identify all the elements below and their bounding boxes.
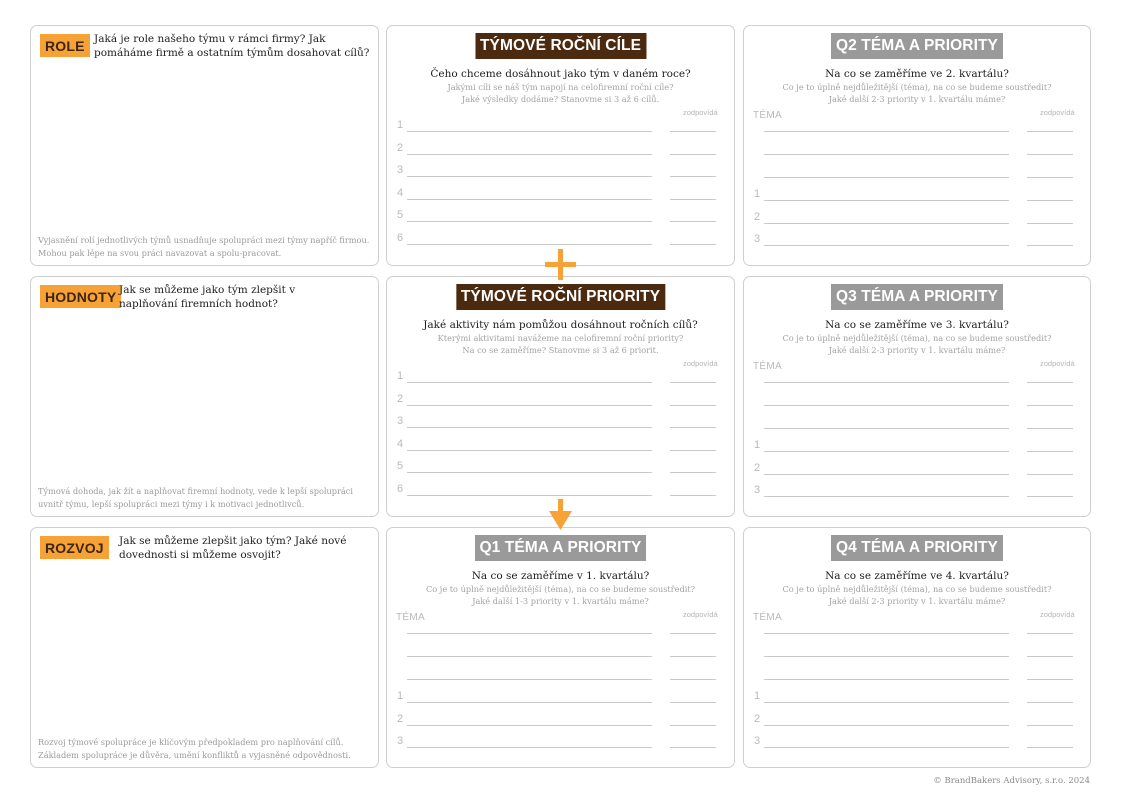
row-number: 1 [754, 690, 761, 702]
write-line[interactable] [764, 223, 1009, 224]
owner-line[interactable] [1027, 200, 1073, 201]
owner-line[interactable] [670, 725, 716, 726]
annual-goals-header: TÝMOVÉ ROČNÍ CÍLE [475, 33, 646, 59]
write-line[interactable] [407, 495, 652, 496]
role-question: Jaká je role našeho týmu v rámci firmy? Jak pomáháme firmě a ostatním týmům dosahovat cílů? [94, 33, 370, 59]
annual-priorities-card [386, 276, 735, 517]
owner-line[interactable] [1027, 405, 1073, 406]
theme-line[interactable] [407, 679, 652, 680]
owner-label: zodpovídá [1040, 359, 1075, 368]
row-number: 6 [397, 483, 404, 495]
write-line[interactable] [407, 725, 652, 726]
owner-line[interactable] [670, 199, 716, 200]
owner-line[interactable] [1027, 679, 1073, 680]
row-number: 3 [397, 415, 404, 428]
theme-line[interactable] [764, 382, 1009, 383]
development-question: Jak se můžeme zlepšit jako tým? Jaké nové dovednosti si můžeme osvojit? [119, 535, 347, 561]
owner-line[interactable] [670, 221, 716, 222]
owner-line[interactable] [670, 382, 716, 383]
write-line[interactable] [407, 221, 652, 222]
owner-line[interactable] [1027, 633, 1073, 634]
q4-card [743, 527, 1091, 768]
owner-line[interactable] [670, 747, 716, 748]
theme-line[interactable] [764, 131, 1009, 132]
write-line[interactable] [764, 747, 1009, 748]
owner-line[interactable] [1027, 656, 1073, 657]
write-line[interactable] [764, 496, 1009, 497]
owner-line[interactable] [670, 679, 716, 680]
row-number: 1 [754, 188, 761, 200]
owner-line[interactable] [670, 702, 716, 703]
owner-line[interactable] [670, 450, 716, 451]
owner-line[interactable] [670, 427, 716, 428]
row-number: 3 [397, 735, 404, 748]
write-line[interactable] [407, 154, 652, 155]
write-line[interactable] [407, 199, 652, 200]
row-number: 2 [397, 712, 404, 725]
q4-sub2: Jaké další 2-3 priority v 1. kvartálu máme? [828, 596, 1006, 606]
owner-line[interactable] [1027, 382, 1073, 383]
theme-label: TÉMA [753, 110, 782, 121]
row-number: 3 [754, 735, 761, 748]
owner-line[interactable] [1027, 474, 1073, 475]
owner-line[interactable] [670, 633, 716, 634]
write-line[interactable] [407, 450, 652, 451]
owner-line[interactable] [1027, 177, 1073, 178]
theme-line[interactable] [764, 679, 1009, 680]
write-line[interactable] [407, 472, 652, 473]
values-tag: HODNOTY [40, 285, 121, 308]
row-number: 1 [397, 690, 404, 702]
row-number: 1 [397, 370, 404, 382]
theme-line[interactable] [764, 656, 1009, 657]
owner-line[interactable] [1027, 496, 1073, 497]
row-number: 5 [397, 460, 404, 473]
development-card [30, 527, 379, 768]
annual-priorities-title: Jaké aktivity nám pomůžou dosáhnout ročních cílů? [423, 319, 698, 331]
q1-title: Na co se zaměříme v 1. kvartálu? [471, 570, 650, 582]
arrow-down-icon [549, 499, 572, 531]
write-line[interactable] [407, 702, 652, 703]
owner-line[interactable] [1027, 451, 1073, 452]
row-number: 6 [397, 232, 404, 244]
q2-header: Q2 TÉMA A PRIORITY [831, 33, 1003, 59]
q1-sub2: Jaké další 1-3 priority v 1. kvartálu máme? [472, 596, 649, 606]
q3-header: Q3 TÉMA A PRIORITY [831, 284, 1003, 310]
owner-label: zodpovídá [1040, 610, 1075, 619]
annual-priorities-sub2: Na co se zaměříme? Stanovme si 3 až 6 priorit. [462, 345, 659, 355]
owner-line[interactable] [1027, 725, 1073, 726]
row-number: 1 [397, 119, 404, 131]
q3-card [743, 276, 1091, 517]
role-card [30, 25, 379, 266]
owner-line[interactable] [1027, 131, 1073, 132]
values-note: Týmová dohoda, jak žít a naplňovat firemní hodnoty, vede k lepší spolupráci uvnitř týmu, lepší spolupráci mezi týmy i k motivaci jednotlivců. [38, 486, 354, 509]
row-number: 2 [397, 392, 404, 405]
theme-label: TÉMA [753, 612, 782, 623]
q2-title: Na co se zaměříme ve 2. kvartálu? [825, 68, 1009, 80]
theme-line[interactable] [764, 405, 1009, 406]
owner-line[interactable] [1027, 702, 1073, 703]
theme-label: TÉMA [396, 612, 425, 623]
owner-label: zodpovídá [1040, 108, 1075, 117]
owner-label: zodpovídá [683, 359, 718, 368]
q4-title: Na co se zaměříme ve 4. kvartálu? [825, 570, 1009, 582]
owner-line[interactable] [670, 154, 716, 155]
write-line[interactable] [764, 474, 1009, 475]
write-line[interactable] [764, 725, 1009, 726]
q3-sub2: Jaké další 2-3 priority v 1. kvartálu máme? [828, 345, 1006, 355]
copyright: © BrandBakers Advisory, s.r.o. 2024 [933, 776, 1090, 786]
annual-goals-sub2: Jaké výsledky dodáme? Stanovme si 3 až 6 cílů. [461, 94, 660, 104]
write-line[interactable] [407, 747, 652, 748]
row-number: 4 [397, 186, 404, 199]
row-number: 2 [754, 210, 761, 223]
write-line[interactable] [407, 176, 652, 177]
annual-goals-card [386, 25, 735, 266]
row-number: 2 [397, 141, 404, 154]
row-number: 2 [754, 712, 761, 725]
development-tag: ROZVOJ [40, 536, 109, 559]
q1-sub1: Co je to úplně nejdůležitější (téma), na co se budeme soustředit? [425, 584, 696, 594]
owner-label: zodpovídá [683, 108, 718, 117]
development-note: Rozvoj týmové spolupráce je klíčovým předpokladem pro naplňování cílů. Základem spolupráce je důvěra, umění konfliktů a vyjasněné odpovědnosti. [38, 737, 351, 760]
write-line[interactable] [407, 382, 652, 383]
write-line[interactable] [407, 244, 652, 245]
role-note: Vyjasnění rolí jednotlivých týmů usnadňuje spolupráci mezi týmy napříč firmou. Mohou pak lépe na svou práci navazovat a spolu-pracovat. [38, 235, 370, 258]
owner-line[interactable] [1027, 154, 1073, 155]
owner-line[interactable] [1027, 747, 1073, 748]
q1-header: Q1 TÉMA A PRIORITY [475, 535, 647, 561]
row-number: 1 [754, 439, 761, 451]
q4-sub1: Co je to úplně nejdůležitější (téma), na co se budeme soustředit? [782, 584, 1052, 594]
theme-line[interactable] [407, 656, 652, 657]
values-card [30, 276, 379, 517]
row-number: 4 [397, 437, 404, 450]
owner-line[interactable] [1027, 428, 1073, 429]
row-number: 3 [754, 484, 761, 497]
write-line[interactable] [764, 200, 1009, 201]
q3-title: Na co se zaměříme ve 3. kvartálu? [825, 319, 1009, 331]
theme-line[interactable] [764, 633, 1009, 634]
plus-icon [545, 249, 576, 280]
owner-line[interactable] [670, 495, 716, 496]
write-line[interactable] [407, 405, 652, 406]
owner-line[interactable] [670, 244, 716, 245]
write-line[interactable] [764, 702, 1009, 703]
q1-card [386, 527, 735, 768]
role-tag: ROLE [40, 34, 90, 57]
row-number: 3 [754, 233, 761, 246]
write-line[interactable] [407, 131, 652, 132]
write-line[interactable] [407, 427, 652, 428]
owner-line[interactable] [1027, 245, 1073, 246]
q3-sub1: Co je to úplně nejdůležitější (téma), na co se budeme soustředit? [782, 333, 1052, 343]
owner-line[interactable] [670, 656, 716, 657]
q2-card [743, 25, 1091, 266]
row-number: 3 [397, 164, 404, 177]
theme-line[interactable] [407, 633, 652, 634]
theme-line[interactable] [764, 177, 1009, 178]
values-question: Jak se můžeme jako tým zlepšit v naplňování firemních hodnot? [119, 284, 296, 310]
annual-goals-title: Čeho chceme dosáhnout jako tým v daném roce? [430, 68, 691, 80]
annual-priorities-sub1: Kterými aktivitami navážeme na celofiremní roční priority? [437, 333, 684, 343]
annual-goals-sub1: Jakými cíli se náš tým napojí na celofiremní roční cíle? [447, 82, 674, 92]
q2-sub1: Co je to úplně nejdůležitější (téma), na co se budeme soustředit? [782, 82, 1052, 92]
owner-line[interactable] [670, 176, 716, 177]
theme-line[interactable] [764, 428, 1009, 429]
owner-line[interactable] [670, 405, 716, 406]
annual-priorities-header: TÝMOVÉ ROČNÍ PRIORITY [456, 284, 665, 310]
write-line[interactable] [764, 245, 1009, 246]
theme-label: TÉMA [753, 361, 782, 372]
theme-line[interactable] [764, 154, 1009, 155]
q2-sub2: Jaké další 2-3 priority v 1. kvartálu máme? [828, 94, 1006, 104]
owner-line[interactable] [670, 131, 716, 132]
owner-line[interactable] [670, 472, 716, 473]
write-line[interactable] [764, 451, 1009, 452]
owner-line[interactable] [1027, 223, 1073, 224]
row-number: 5 [397, 209, 404, 222]
row-number: 2 [754, 461, 761, 474]
q4-header: Q4 TÉMA A PRIORITY [831, 535, 1003, 561]
owner-label: zodpovídá [683, 610, 718, 619]
